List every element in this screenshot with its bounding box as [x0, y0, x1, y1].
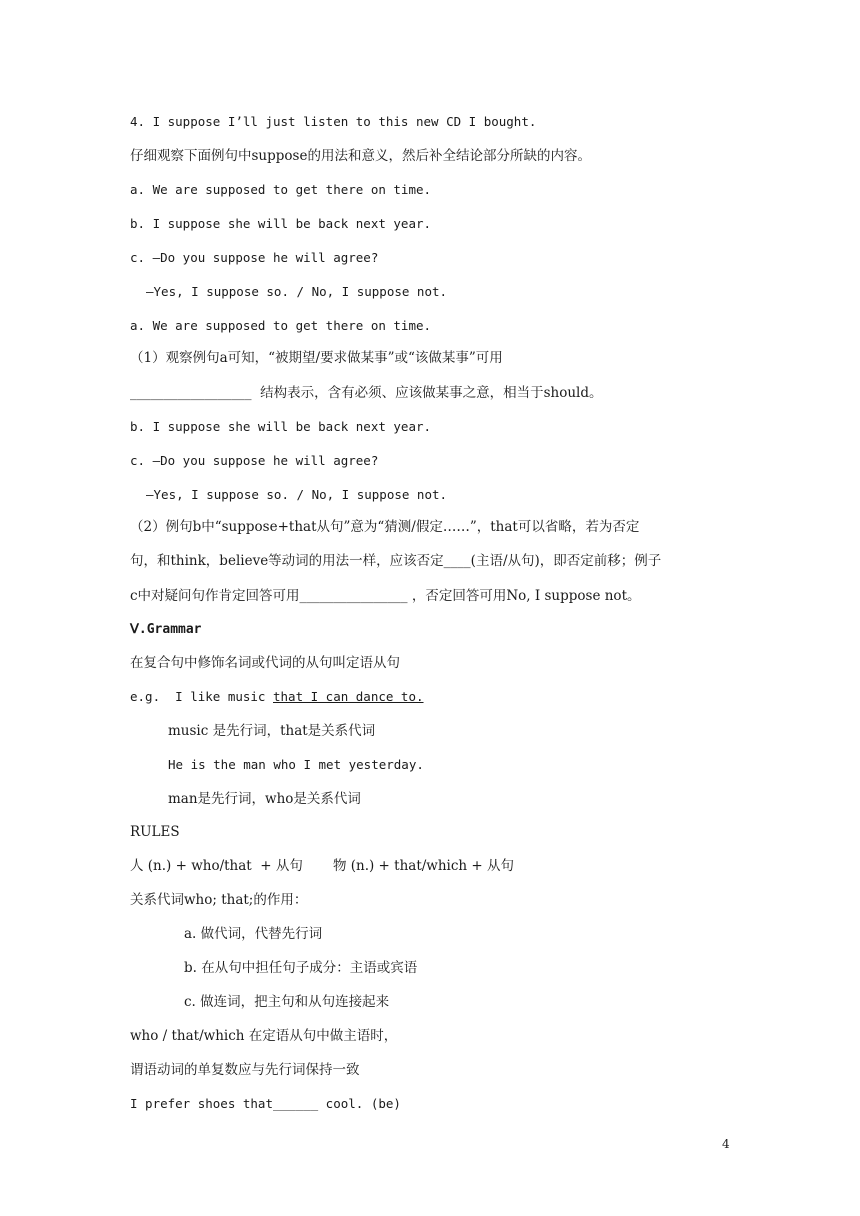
role-a: a. 做代词，代替先行词: [184, 926, 323, 942]
example-a: a. We are supposed to get there on time.: [130, 182, 432, 197]
eg-underlined-clause: that I can dance to.: [273, 689, 424, 704]
example-c-answer: —Yes, I suppose so. / No, I suppose not.: [146, 284, 448, 299]
note-2-line-2: 句，和think，believe等动词的用法一样，应该否定____(主语/从句)，即否定前移；例子: [130, 553, 662, 569]
exercise-line: I prefer shoes that______ cool. (be): [130, 1096, 401, 1111]
rules-line: 人 (n.) + who/that + 从句 物 (n.) + that/which + 从句: [130, 858, 515, 874]
note-2-line-1: （2）例句b中“suppose+that从句”意为“猜测/假定……”，that可以省略，若为否定: [130, 519, 640, 535]
example-a-repeat: a. We are supposed to get there on time.: [130, 318, 432, 333]
example-c-question-repeat: c. —Do you suppose he will agree?: [130, 453, 379, 468]
eg-note-1: music 是先行词，that是关系代词: [168, 723, 376, 739]
note-1-line-1: （1）观察例句a可知，“被期望/要求做某事”或“该做某事”可用: [130, 350, 503, 366]
example-c-question: c. —Do you suppose he will agree?: [130, 250, 379, 265]
eg-line: [130, 688, 424, 706]
example-b-repeat: b. I suppose she will be back next year.: [130, 419, 432, 434]
note-2-line-3: c中对疑问句作肯定回答可用________________ ，否定回答可用No, I suppose not。: [130, 588, 641, 604]
grammar-definition: 在复合句中修饰名词或代词的从句叫定语从句: [130, 655, 400, 671]
section-heading-grammar: Ⅴ.Grammar: [130, 622, 202, 637]
subject-rule-line-2: 谓语动词的单复数应与先行词保持一致: [130, 1062, 360, 1078]
rules-heading: RULES: [130, 824, 180, 840]
eg-note-2: man是先行词，who是关系代词: [168, 791, 361, 807]
example-c-answer-repeat: —Yes, I suppose so. / No, I suppose not.: [146, 487, 448, 502]
relative-pronoun-role-heading: 关系代词who; that;的作用：: [130, 892, 308, 908]
subject-rule-line-1: who / that/which 在定语从句中做主语时，: [130, 1028, 398, 1044]
question-4: 4. I suppose I’ll just listen to this new CD I bought.: [130, 114, 537, 129]
eg-prefix: e.g. I like music: [130, 689, 273, 704]
eg-sentence-2: He is the man who I met yesterday.: [168, 757, 424, 772]
role-b: b. 在从句中担任句子成分：主语或宾语: [184, 960, 418, 976]
page-number: 4: [722, 1137, 730, 1151]
note-1-line-2: __________________ 结构表示，含有必须、应该做某事之意，相当于should。: [130, 385, 603, 401]
example-b: b. I suppose she will be back next year.: [130, 216, 432, 231]
instruction-line: 仔细观察下面例句中suppose的用法和意义，然后补全结论部分所缺的内容。: [130, 148, 591, 164]
role-c: c. 做连词，把主句和从句连接起来: [184, 994, 390, 1010]
